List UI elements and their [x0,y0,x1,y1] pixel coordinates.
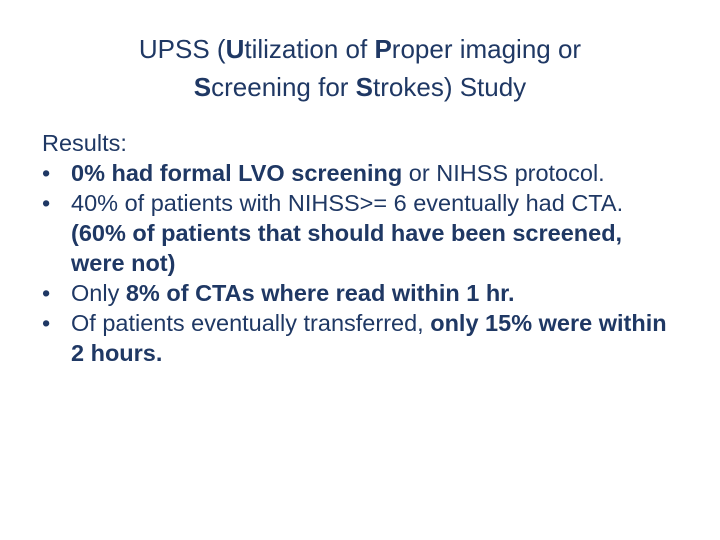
title-letter-u: U [225,34,245,64]
results-list [42,158,672,368]
results-label: Results: [42,130,127,156]
bullet-icon: • [42,280,51,306]
bullet-icon: • [42,160,51,186]
bullet-icon: • [42,190,51,216]
title-text-5: trokes) Study [373,72,527,102]
title-letter-s2: S [355,72,374,102]
bullet-4-text: Of patients eventually transferred, [71,310,431,336]
title-text-1: UPSS ( [138,34,226,64]
list-item [42,278,672,308]
bullet-1-bold: 0% had formal LVO screening [71,160,403,186]
list-item [42,308,672,368]
title-text-2: tilization of [244,34,375,64]
bullet-1-text: or NIHSS protocol. [402,160,605,186]
title-text-4: creening for [211,72,356,102]
title-letter-s1: S [193,72,212,102]
title-text-3: roper imaging or [391,34,582,64]
title-letter-p: P [374,34,392,64]
slide-title [60,30,660,106]
list-item [42,188,672,278]
bullet-3-bold: 8% of CTAs where read within 1 hr. [125,280,515,306]
bullet-4-bold: only 15% were within 2 hours. [71,310,667,366]
bullet-2-text: 40% of patients with NIHSS>= 6 eventually had CTA. [71,190,624,216]
bullet-3-text: Only [71,280,126,306]
bullet-2-bold: (60% of patients that should have been screened, were not) [71,220,623,276]
list-item [42,158,672,188]
bullet-icon: • [42,310,51,336]
slide-body [42,128,672,368]
